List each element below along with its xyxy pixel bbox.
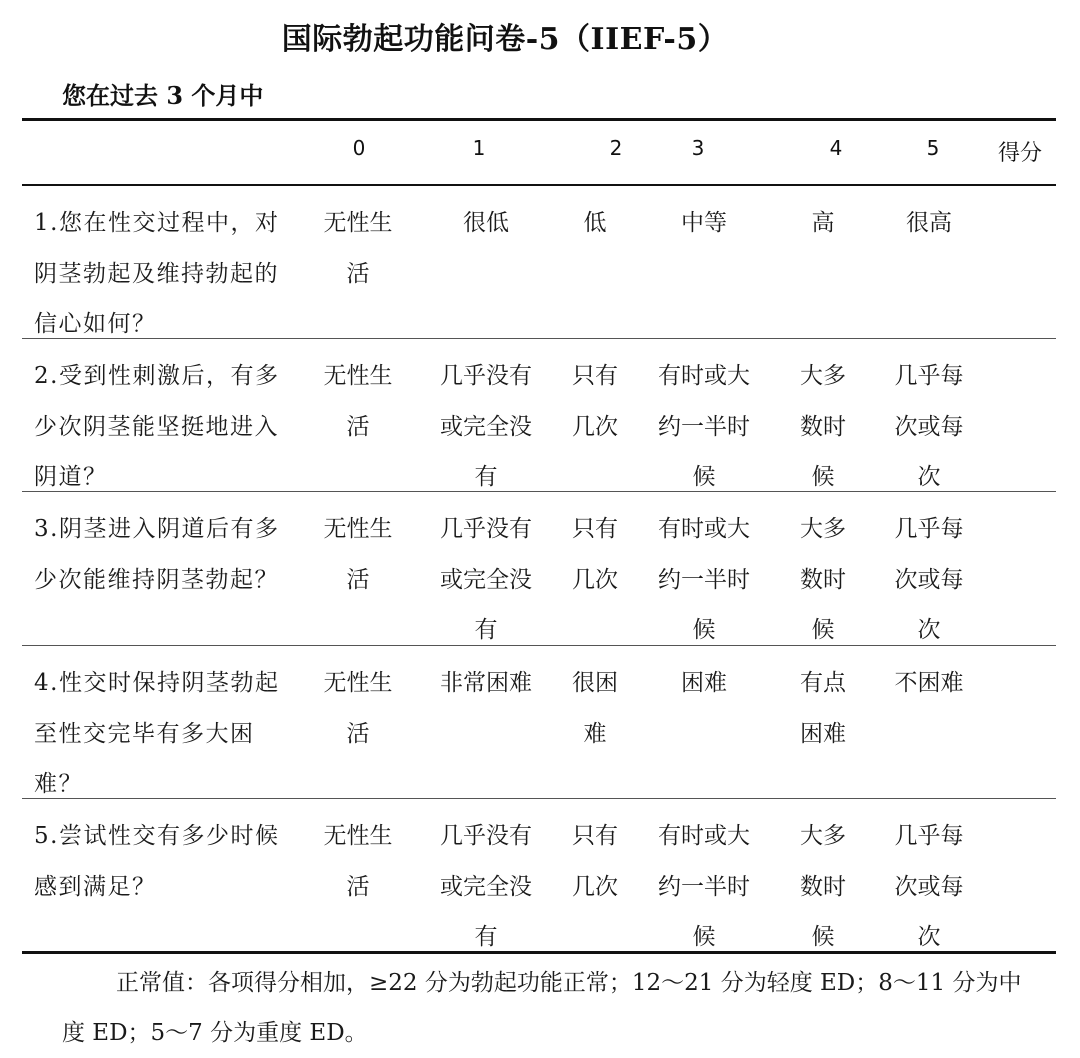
- table-bottom-rule: [22, 951, 1056, 954]
- option-score-3: 有时或大约一半时候: [658, 363, 750, 490]
- header-score-1: 1: [472, 136, 486, 160]
- option-score-5: 几乎每次或每次: [894, 516, 964, 643]
- option-score-0: 无性生活: [323, 823, 393, 900]
- option-score-2: 很困难: [572, 670, 618, 747]
- option-score-1: 几乎没有或完全没有: [440, 823, 532, 950]
- option-score-0: 无性生活: [323, 670, 393, 747]
- option-score-1: 几乎没有或完全没有: [440, 363, 532, 490]
- option-score-4: 大多数时候: [800, 516, 846, 643]
- header-score-4: 4: [829, 136, 843, 160]
- option-score-5: 几乎每次或每次: [894, 363, 964, 490]
- option-score-4: 高: [811, 210, 835, 236]
- option-score-1: 几乎没有或完全没有: [440, 516, 532, 643]
- document-title: 国际勃起功能问卷-5（IIEF-5）: [281, 22, 729, 57]
- option-score-3: 中等: [681, 210, 727, 236]
- table-row: [0, 186, 1080, 336]
- option-score-4: 大多数时候: [800, 823, 846, 950]
- question-text: 1.您在性交过程中，对阴茎勃起及维持勃起的信心如何？: [34, 210, 280, 337]
- table-row: [0, 646, 1080, 796]
- question-text: 4.性交时保持阴茎勃起至性交完毕有多大困难？: [34, 670, 280, 797]
- option-score-1: 非常困难: [440, 670, 532, 696]
- question-text: 2.受到性刺激后，有多少次阴茎能坚挺地进入阴道？: [34, 363, 280, 490]
- table-top-rule: [22, 118, 1056, 121]
- option-score-3: 困难: [681, 670, 727, 696]
- option-score-4: 大多数时候: [800, 363, 846, 490]
- option-score-5: 很高: [906, 210, 952, 236]
- header-score-3: 3: [691, 136, 705, 160]
- option-score-5: 不困难: [894, 670, 964, 696]
- option-score-3: 有时或大约一半时候: [658, 823, 750, 950]
- option-score-1: 很低: [463, 210, 509, 236]
- question-text: 5.尝试性交有多少时候感到满足？: [34, 823, 280, 900]
- table-row: [0, 799, 1080, 949]
- option-score-2: 只有几次: [572, 516, 618, 593]
- header-score-label: 得分: [997, 141, 1043, 166]
- option-score-2: 只有几次: [572, 363, 618, 440]
- option-score-3: 有时或大约一半时候: [658, 516, 750, 643]
- header-score-0: 0: [352, 136, 366, 160]
- question-text: 3.阴茎进入阴道后有多少次能维持阴茎勃起？: [34, 516, 280, 593]
- header-score-2: 2: [609, 136, 623, 160]
- option-score-0: 无性生活: [323, 363, 393, 440]
- scoring-footnote: 正常值：各项得分相加，≥22 分为勃起功能正常；12～21 分为轻度 ED；8～11 分为中度 ED；5～7 分为重度 ED。: [62, 970, 1022, 1046]
- header-score-5: 5: [926, 136, 940, 160]
- option-score-0: 无性生活: [323, 210, 393, 287]
- table-subtitle: 您在过去 3 个月中: [62, 81, 264, 110]
- table-row: [0, 339, 1080, 489]
- option-score-0: 无性生活: [323, 516, 393, 593]
- option-score-5: 几乎每次或每次: [894, 823, 964, 950]
- table-row: [0, 492, 1080, 642]
- option-score-2: 只有几次: [572, 823, 618, 900]
- option-score-4: 有点困难: [800, 670, 846, 747]
- option-score-2: 低: [583, 210, 607, 236]
